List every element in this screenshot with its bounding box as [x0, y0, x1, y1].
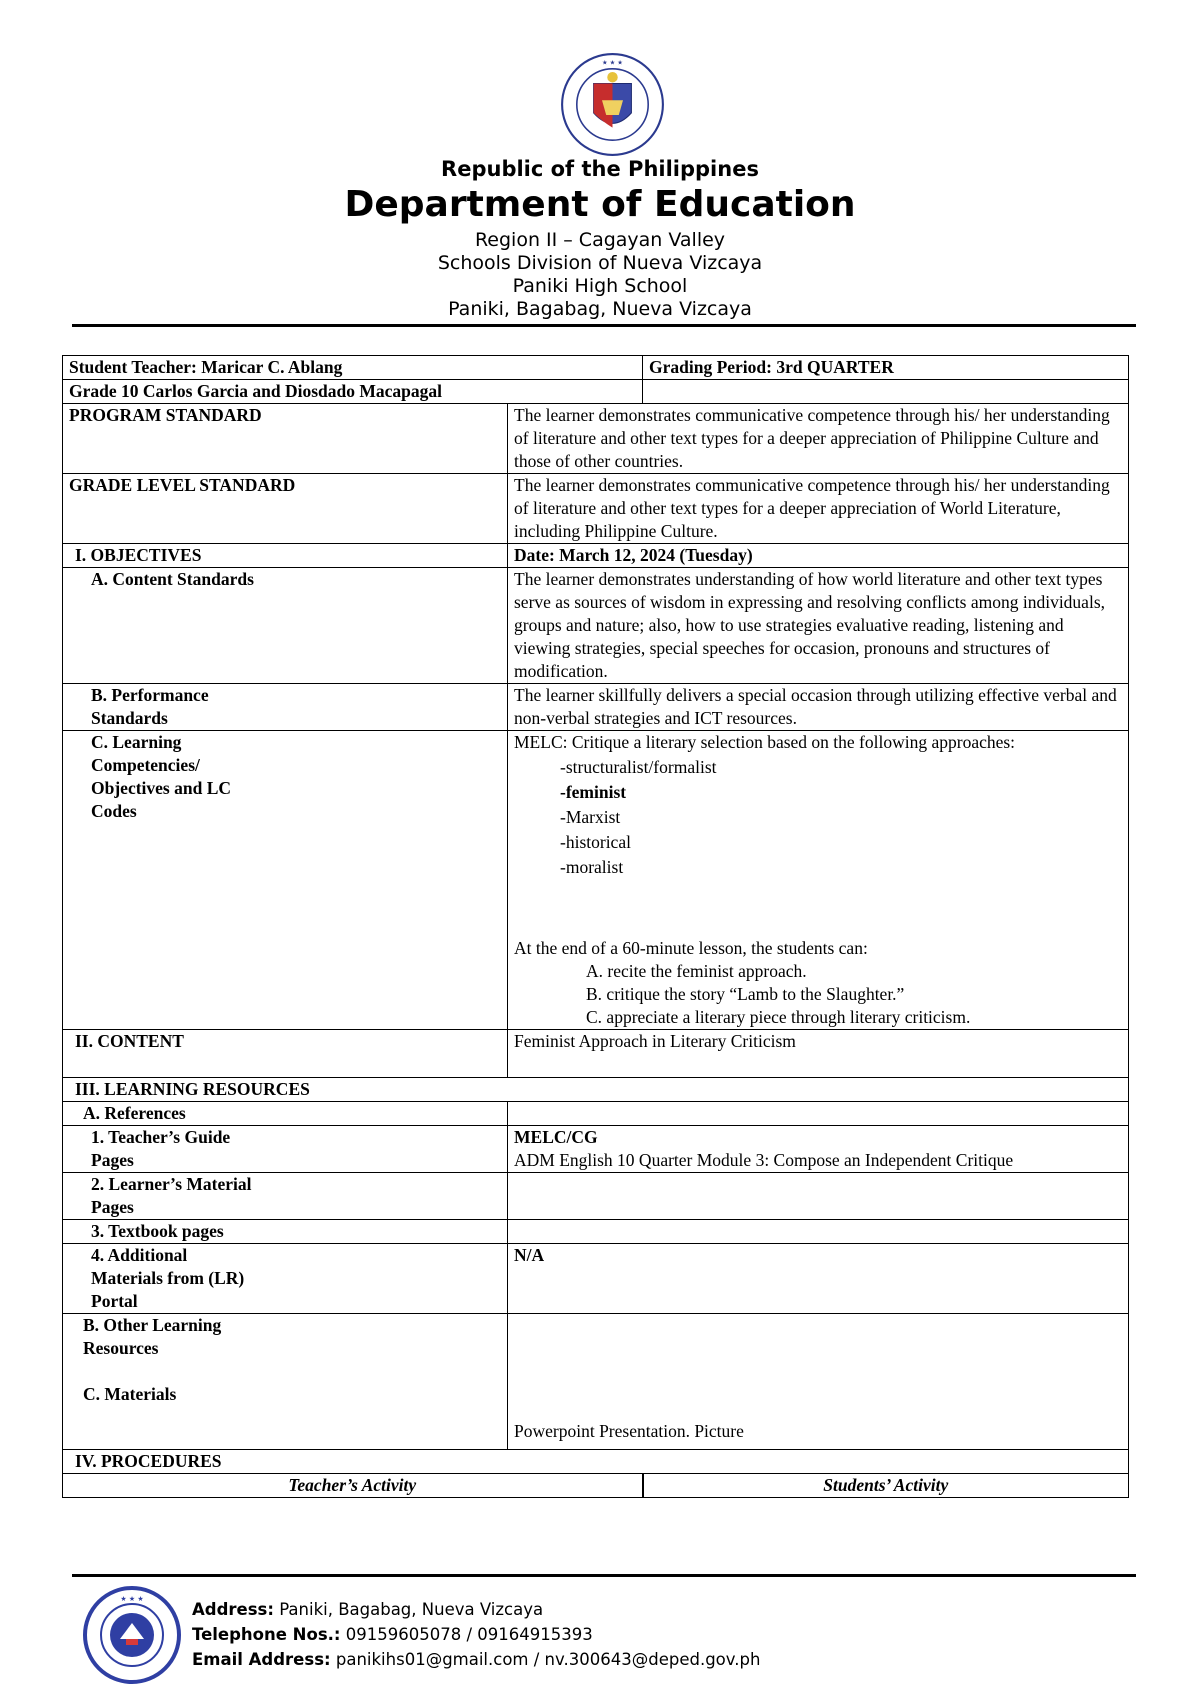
learning-competencies-label	[63, 731, 508, 1030]
other-resources-label-line: Resources	[83, 1338, 159, 1358]
empty-cell	[643, 380, 1129, 404]
learners-material-label-line: Pages	[91, 1197, 134, 1217]
lesson-objective-item: B. critique the story “Lamb to the Slaughter.”	[586, 984, 905, 1004]
objectives-date: Date: March 12, 2024 (Tuesday)	[508, 544, 1129, 568]
table-row	[63, 1314, 1129, 1450]
table-row	[63, 544, 1129, 568]
table-row	[63, 1450, 1129, 1474]
school-logo	[82, 1585, 182, 1685]
table-row	[63, 1126, 1129, 1173]
references-label: A. References	[63, 1102, 508, 1126]
learning-competencies-label-line: C. Learning	[91, 732, 182, 752]
other-resources-label-line: B. Other Learning	[83, 1315, 222, 1335]
lesson-intro-text: At the end of a 60-minute lesson, the students can:	[514, 938, 868, 958]
table-row	[63, 474, 1129, 544]
lesson-objective-item: A. recite the feminist approach.	[586, 961, 807, 981]
additional-materials-label-line: Portal	[91, 1291, 138, 1311]
learning-competencies-content	[508, 731, 1129, 1030]
performance-standards-text: The learner skillfully delivers a special occasion through utilizing effective verbal and non-verbal strategies and ICT resources.	[508, 684, 1129, 731]
footer-address-label: Address:	[192, 1600, 274, 1619]
teachers-guide-value	[508, 1126, 1129, 1173]
table-row	[63, 1078, 1129, 1102]
footer-email	[192, 1650, 760, 1669]
approach-item: -structuralist/formalist	[560, 757, 717, 777]
content-text: Feminist Approach in Literary Criticism	[508, 1030, 1129, 1078]
footer-divider	[72, 1574, 1136, 1577]
header-republic: Republic of the Philippines	[441, 157, 759, 181]
additional-materials-label-line: Materials from (LR)	[91, 1268, 245, 1288]
svg-text:★ ★ ★: ★ ★ ★	[602, 59, 623, 67]
learning-competencies-label-line: Codes	[91, 801, 137, 821]
melc-text: MELC: Critique a literary selection based on the following approaches:	[514, 732, 1016, 752]
approach-item: -Marxist	[560, 807, 621, 827]
program-standard-text: The learner demonstrates communicative competence through his/ her understanding of literature and other text types for a deeper appreciation of Philippine Culture and those of other countries.	[508, 404, 1129, 474]
table-row	[63, 404, 1129, 474]
performance-standards-label	[63, 684, 508, 731]
lesson-plan-table	[62, 355, 1129, 1498]
header-address: Paniki, Bagabag, Nueva Vizcaya	[448, 298, 752, 320]
footer-email-label: Email Address:	[192, 1650, 331, 1669]
performance-standards-label-line: B. Performance	[91, 685, 209, 705]
learning-resources-label: III. LEARNING RESOURCES	[63, 1078, 1129, 1102]
materials-label: C. Materials	[83, 1384, 177, 1404]
teachers-guide-value-line: MELC/CG	[514, 1127, 598, 1147]
table-row	[63, 568, 1129, 684]
lesson-objective-item: C. appreciate a literary piece through literary criticism.	[586, 1007, 971, 1027]
table-row	[63, 1244, 1129, 1314]
teachers-guide-label	[63, 1126, 508, 1173]
table-row	[63, 1030, 1129, 1078]
additional-materials-label	[63, 1244, 508, 1314]
materials-value: Powerpoint Presentation. Picture	[508, 1314, 1129, 1450]
procedures-label: IV. PROCEDURES	[63, 1450, 1129, 1474]
approach-item: -moralist	[560, 857, 624, 877]
header-department: Department of Education	[344, 184, 856, 225]
svg-text:★ ★ ★: ★ ★ ★	[120, 1595, 144, 1603]
approach-item: -feminist	[560, 782, 627, 802]
footer-telephone-label: Telephone Nos.:	[192, 1625, 341, 1644]
additional-materials-label-line: 4. Additional	[91, 1245, 188, 1265]
table-row	[63, 1102, 1129, 1126]
learners-material-label	[63, 1173, 508, 1220]
header-divider	[72, 324, 1136, 327]
footer-address-value: Paniki, Bagabag, Nueva Vizcaya	[279, 1600, 544, 1619]
teachers-guide-value-line: ADM English 10 Quarter Module 3: Compose an Independent Critique	[514, 1150, 1014, 1170]
additional-materials-value: N/A	[508, 1244, 1129, 1314]
table-row	[63, 356, 1129, 380]
footer-telephone-value: 09159605078 / 09164915393	[345, 1625, 593, 1644]
grade-level-standard-label: GRADE LEVEL STANDARD	[63, 474, 508, 544]
textbook-pages-label: 3. Textbook pages	[63, 1220, 508, 1244]
content-standards-label: A. Content Standards	[63, 568, 508, 684]
footer-address	[192, 1600, 543, 1619]
teachers-guide-label-line: Pages	[91, 1150, 134, 1170]
table-row	[63, 684, 1129, 731]
table-row	[63, 1474, 1129, 1498]
students-activity-header: Students’ Activity	[643, 1474, 1129, 1498]
learning-competencies-label-line: Objectives and LC	[91, 778, 231, 798]
teachers-guide-label-line: 1. Teacher’s Guide	[91, 1127, 231, 1147]
empty-cell	[508, 1102, 1129, 1126]
header-school: Paniki High School	[512, 275, 688, 297]
table-row	[63, 1220, 1129, 1244]
empty-cell	[508, 1220, 1129, 1244]
student-teacher-cell: Student Teacher: Maricar C. Ablang	[63, 356, 643, 380]
footer-telephone	[192, 1625, 593, 1644]
program-standard-label: PROGRAM STANDARD	[63, 404, 508, 474]
other-resources-label	[63, 1314, 508, 1450]
header-region: Region II – Cagayan Valley	[474, 229, 726, 251]
content-standards-text: The learner demonstrates understanding of how world literature and other text types serve as sources of wisdom in expressing and resolving conflicts among individuals, groups and nature; also, how to use strategies evaluative reading, listening and viewing strategies, special speeches for occasion, pronouns and structures of modification.	[508, 568, 1129, 684]
empty-cell	[508, 1173, 1129, 1220]
learners-material-label-line: 2. Learner’s Material	[91, 1174, 252, 1194]
content-label: II. CONTENT	[63, 1030, 508, 1078]
table-row	[63, 380, 1129, 404]
section-cell: Grade 10 Carlos Garcia and Diosdado Macapagal	[63, 380, 643, 404]
objectives-label: I. OBJECTIVES	[63, 544, 508, 568]
performance-standards-label-line: Standards	[91, 708, 168, 728]
approach-item: -historical	[560, 832, 631, 852]
learning-competencies-label-line: Competencies/	[91, 755, 200, 775]
footer-email-value: panikihs01@gmail.com / nv.300643@deped.gov.ph	[335, 1650, 761, 1669]
table-row	[63, 1173, 1129, 1220]
deped-seal-logo	[560, 52, 665, 157]
grade-level-standard-text: The learner demonstrates communicative competence through his/ her understanding of literature and other text types for a deeper appreciation of World Literature, including Philippine Culture.	[508, 474, 1129, 544]
table-row	[63, 731, 1129, 1030]
teacher-activity-header: Teacher’s Activity	[63, 1474, 643, 1498]
header-division: Schools Division of Nueva Vizcaya	[437, 252, 763, 274]
grading-period-cell: Grading Period: 3rd QUARTER	[643, 356, 1129, 380]
